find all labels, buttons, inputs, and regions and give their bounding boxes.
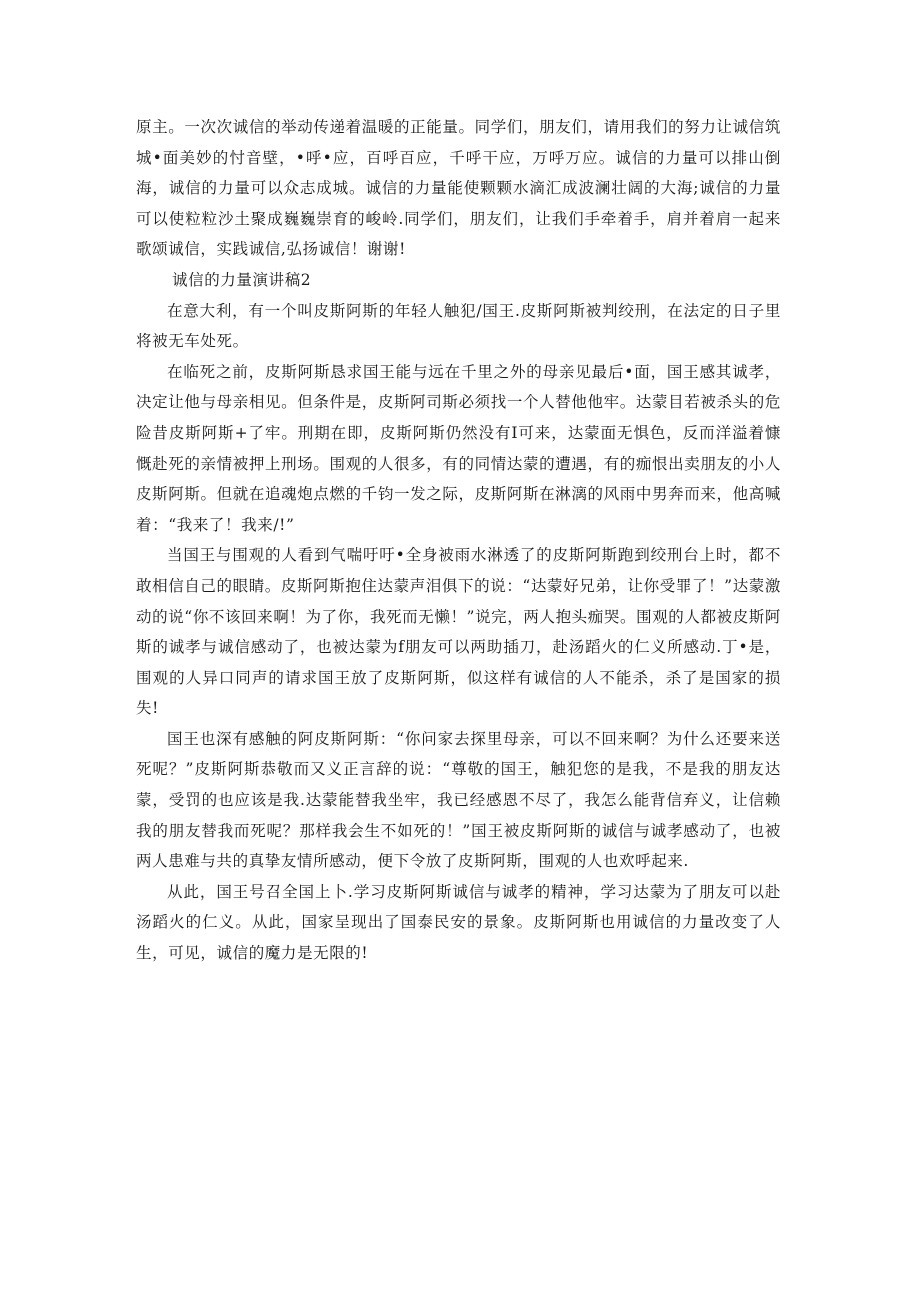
body-paragraph-2: 在临死之前，皮斯阿斯恳求国王能与远在千里之外的母亲见最后•面，国王感其诚孝，决定让他与母亲相见。但条件是，皮斯阿司斯必须找一个人替他他牢。达蒙目若被杀头的危险昔皮斯阿斯+了牢。刑期在即，皮斯阿斯仍然没有I可来，达蒙面无惧色，反而洋溢着慷慨赴死的亲情被押上刑场。围观的人很多，有的同情达蒙的遭遇，有的痂恨出卖朋友的小人皮斯阿斯。但就在追魂炮点燃的千钧一发之际，皮斯阿斯在淋漓的风雨中男奔而来，他高喊着：“我来了！我来/!” (136, 362, 781, 534)
body-paragraph-1: 在意大利，有一个叫皮斯阿斯的年轻人触犯/国王.皮斯阿斯被判绞刑，在法定的日子里将被无车处死。 (136, 301, 781, 351)
body-paragraph-3: 当国王与围观的人看到气喘吁吁•全身被雨水淋透了的皮斯阿斯跑到绞刑台上时，都不敢相信自己的眼睛。皮斯阿斯抱住达蒙声泪俱下的说：“达蒙好兄弟，让你受罪了！”达蒙激动的说“你不该回来啊！为了你，我死而无懒！”说完，两人抱头痂哭。围观的人都被皮斯阿斯的诚孝与诚信感动了，也被达蒙为f朋友可以两助插刀，赴汤蹈火的仁义所感动.丁•是，围观的人异口同声的请求国王放了皮斯阿斯，似这样有诚信的人不能杀，杀了是国家的损失! (136, 546, 781, 718)
body-paragraph-4: 国王也深有感触的阿皮斯阿斯：“你问家去探里母亲，可以不回来啊？为什么还要来送死呢？”皮斯阿斯恭敬而又义正言辞的说：“尊敬的国王，触犯您的是我，不是我的朋友达蒙，受罚的也应该是我.达蒙能替我坐牢，我已经感恩不尽了，我怎么能背信弃义，让信赖我的朋友替我而死呢？那样我会生不如死的！”国王被皮斯阿斯的诚信与诚孝感动了，也被两人患难与共的真挚友情所感动，便下令放了皮斯阿斯，围观的人也欢呼起来. (136, 729, 781, 871)
section-title: 诚信的力量演讲稿2 (172, 270, 312, 289)
document-page (136, 112, 781, 969)
body-paragraph-5: 从此，国王号召全国上卜.学习皮斯阿斯诚信与诚孝的精神，学习达蒙为了朋友可以赴汤蹈火的仁义。从此，国家呈现出了国泰民安的景象。皮斯阿斯也用诚信的力量改变了人生，可见，诚信的魔力是无限的! (136, 882, 781, 963)
intro-paragraph: 原主。一次次诚信的举动传递着温暖的正能量。同学们，朋友们，请用我们的努力让诚信筑城•面美妙的忖音壁，•呼•应，百呼百应，千呼干应，万呼万应。诚信的力量可以排山倒海，诚信的力量可以众志成城。诚信的力量能使颗颗水滴汇成波澜壮阔的大海;诚信的力量可以使粒粒沙土聚成巍巍崇育的峻岭.同学们，朋友们，让我们手牵着手，肩并着肩一起来歌颂诚信，实践诚信,弘扬诚信！谢谢! (136, 118, 781, 259)
